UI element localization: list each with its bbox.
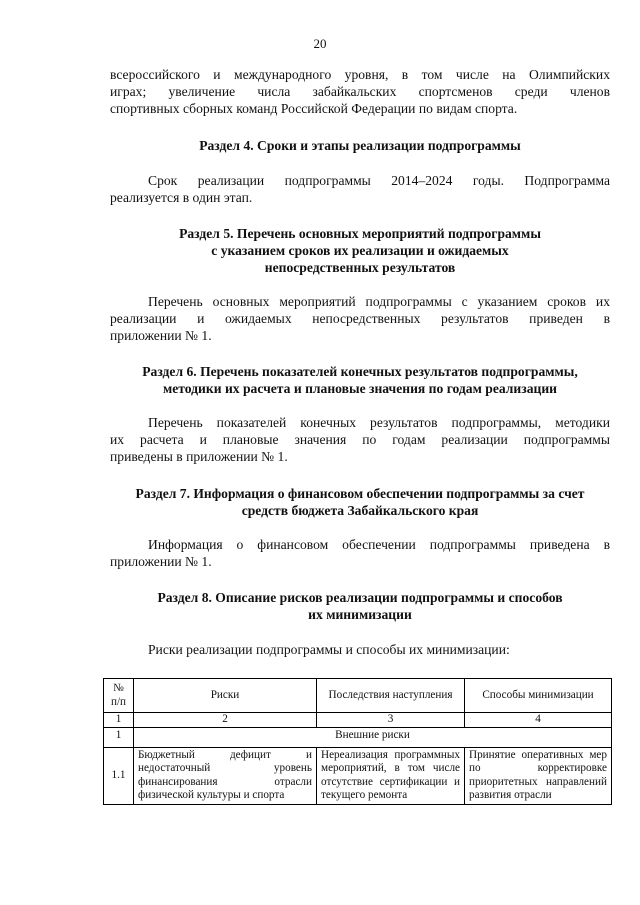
- group-label: Внешние риски: [134, 727, 612, 747]
- table-row: [104, 747, 612, 804]
- section-4-line-1: Срок реализации подпрограммы 2014–2024 годы. Подпрограмма: [148, 173, 610, 188]
- table-header-row: [104, 679, 612, 713]
- section-5-line-3: приложении № 1.: [110, 328, 212, 343]
- section-5-line-1: Перечень основных мероприятий подпрограммы с указанием сроков их: [148, 294, 610, 309]
- section-4-line-2: реализуется в один этап.: [110, 190, 253, 205]
- section-7-line-2: приложении № 1.: [110, 554, 212, 569]
- section-6-line-1: Перечень показателей конечных результатов подпрограммы, методики: [148, 415, 610, 430]
- section-5-heading-1: Раздел 5. Перечень основных мероприятий подпрограммы: [179, 226, 541, 241]
- section-8-heading-1: Раздел 8. Описание рисков реализации подпрограммы и способов: [157, 590, 563, 605]
- header-mitigation: Способы минимизации: [465, 679, 612, 713]
- section-6-line-2: их расчета и плановые значения по годам реализации подпрограммы: [110, 432, 610, 447]
- section-5-line-2: реализации и ожидаемых непосредственных результатов приведен в: [110, 311, 610, 326]
- header-number: № п/п: [104, 679, 134, 713]
- section-5-heading-2: с указанием сроков их реализации и ожидаемых: [211, 243, 509, 258]
- column-number-1: 1: [104, 713, 134, 728]
- intro-line-2: играх; увеличение числа забайкальских спортсменов среди членов: [110, 84, 610, 99]
- section-6-heading-2: методики их расчета и плановые значения по годам реализации: [162, 381, 557, 396]
- section-7-heading-2: средств бюджета Забайкальского края: [241, 503, 479, 518]
- table-group-row: [104, 727, 612, 747]
- section-6-heading-1: Раздел 6. Перечень показателей конечных результатов подпрограммы,: [142, 364, 578, 379]
- section-5-heading-3: непосредственных результатов: [264, 260, 456, 275]
- section-4-heading: Раздел 4. Сроки и этапы реализации подпрограммы: [199, 138, 521, 153]
- section-8-line-1: Риски реализации подпрограммы и способы их минимизации:: [148, 642, 510, 657]
- intro-line-3: спортивных сборных команд Российской Федерации по видам спорта.: [110, 101, 518, 116]
- row-mitigation: Принятие оперативных мер по корректировке приоритетных направлений развития отрасли: [465, 747, 612, 804]
- column-number-3: 3: [317, 713, 465, 728]
- row-number: 1.1: [104, 747, 134, 804]
- section-6-line-3: приведены в приложении № 1.: [110, 449, 288, 464]
- section-8-heading-2: их минимизации: [308, 607, 412, 622]
- risk-table: [103, 678, 612, 805]
- page-number: 20: [313, 36, 327, 51]
- row-consequence: Нереализация программных мероприятий, в том числе отсутствие сертификации и текущего ремонта: [317, 747, 465, 804]
- group-number: 1: [104, 727, 134, 747]
- section-7-heading-1: Раздел 7. Информация о финансовом обеспечении подпрограммы за счет: [135, 486, 585, 501]
- column-number-2: 2: [134, 713, 317, 728]
- intro-line-1: всероссийского и международного уровня, в том числе на Олимпийских: [110, 67, 610, 82]
- section-7-line-1: Информация о финансовом обеспечении подпрограммы приведена в: [148, 537, 610, 552]
- header-consequences: Последствия наступления: [317, 679, 465, 713]
- table-column-numbers-row: [104, 713, 612, 728]
- column-number-4: 4: [465, 713, 612, 728]
- header-risks: Риски: [134, 679, 317, 713]
- row-risk: Бюджетный дефицит и недостаточный уровень финансирования отрасли физической культуры и спорта: [134, 747, 317, 804]
